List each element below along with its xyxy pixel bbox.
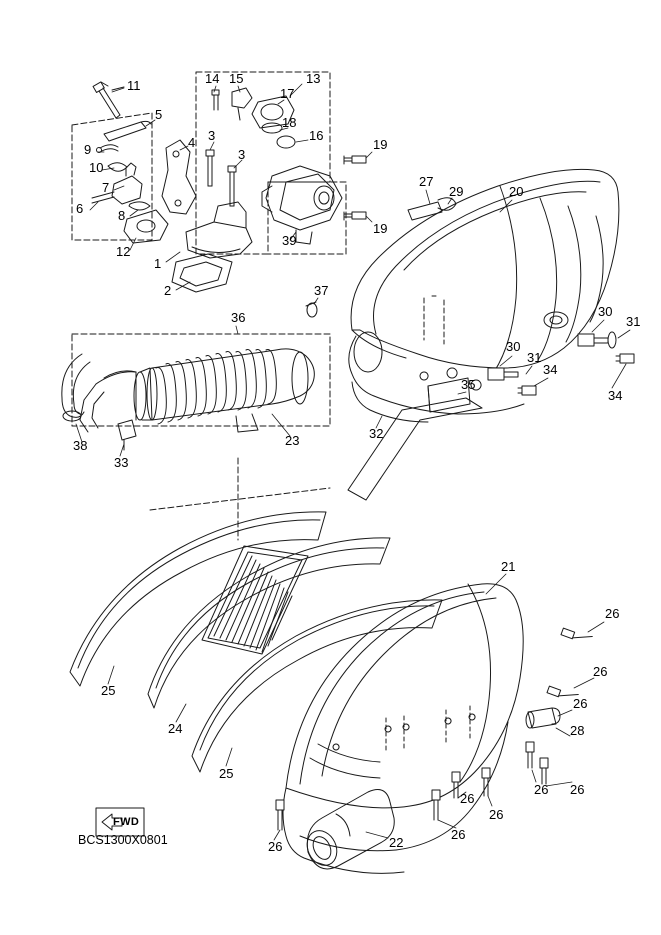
part-36-dashed-box [72, 334, 330, 426]
callout-35: 35 [461, 377, 476, 392]
callout-26-h: 26 [451, 827, 466, 842]
callout-26-g: 26 [460, 791, 475, 806]
callout-3-b: 3 [238, 147, 246, 162]
callout-4: 4 [188, 135, 196, 150]
part-30-bolt-mid [488, 368, 518, 380]
callout-33: 33 [114, 455, 129, 470]
part-34-bolt-right [616, 354, 634, 363]
callout-2: 2 [164, 283, 172, 298]
callout-24: 24 [168, 721, 183, 736]
part-18-cap [262, 123, 282, 133]
diagram-part-code: BCS1300X0801 [78, 833, 168, 847]
part-7-joint [112, 163, 142, 204]
callout-26-c: 26 [573, 696, 588, 711]
callout-34-mid: 34 [543, 362, 558, 377]
callout-26-d: 26 [534, 782, 549, 797]
callout-20: 20 [509, 184, 524, 199]
part-30-bolt-right [578, 334, 608, 346]
callout-19-top: 19 [373, 137, 388, 152]
callout-28: 28 [570, 723, 585, 738]
part-11-bolt [93, 82, 120, 118]
callout-14: 14 [205, 71, 220, 86]
callout-29: 29 [449, 184, 464, 199]
callout-36: 36 [231, 310, 246, 325]
part-4-bracket [162, 140, 196, 214]
part-34-bolt-mid [518, 386, 536, 395]
callout-6: 6 [76, 201, 84, 216]
part-33-clamp [118, 420, 136, 450]
part-21-air-cleaner-cover [283, 584, 523, 874]
callout-10: 10 [89, 160, 104, 175]
part-31-washer-right [608, 332, 616, 348]
part-9-clip [97, 145, 119, 153]
part-8-gasket [129, 202, 150, 210]
callout-15: 15 [229, 71, 244, 86]
callout-18: 18 [282, 115, 297, 130]
part-24-air-filter [148, 538, 390, 708]
callout-5: 5 [155, 107, 163, 122]
callout-30-right: 30 [598, 304, 613, 319]
part-16-oring [277, 136, 295, 148]
callout-38: 38 [73, 438, 88, 453]
part-3-bolt-a [206, 150, 214, 186]
callout-30-mid: 30 [506, 339, 521, 354]
callout-7: 7 [102, 180, 110, 195]
callout-31-right: 31 [626, 314, 641, 329]
part-12-flange [124, 210, 168, 243]
callout-26-a: 26 [605, 606, 620, 621]
callout-32: 32 [369, 426, 384, 441]
callout-25-left: 25 [101, 683, 116, 698]
part-19-bolt-bottom [344, 212, 366, 220]
callout-27: 27 [419, 174, 434, 189]
callout-26-f: 26 [489, 807, 504, 822]
callout-26-i: 26 [268, 839, 283, 854]
part-15-sensor [232, 88, 252, 120]
callout-34-right: 34 [608, 388, 623, 403]
part-2-gasket [172, 254, 232, 292]
part-19-bolt-top [344, 156, 366, 164]
callout-22: 22 [389, 835, 404, 850]
part-23-duct [80, 349, 314, 432]
part-5-pipe [104, 121, 151, 141]
callout-3-a: 3 [208, 128, 216, 143]
part-27-tube [408, 202, 442, 220]
leader-lines [76, 84, 630, 840]
callout-13: 13 [306, 71, 321, 86]
callout-19-bottom: 19 [373, 221, 388, 236]
part-14-screw [212, 90, 219, 110]
part-20-air-cleaner-case [349, 169, 619, 422]
part-32-bracket-bar [348, 398, 482, 500]
part-10-oring [108, 163, 127, 172]
part-22-inlet-duct [302, 790, 395, 871]
part-38-hose-end [62, 354, 90, 421]
part-3-bolt-b [228, 166, 236, 206]
callout-12: 12 [116, 244, 131, 259]
callout-21: 21 [501, 559, 516, 574]
callout-1: 1 [154, 256, 162, 271]
callout-17: 17 [280, 86, 295, 101]
callout-26-b: 26 [593, 664, 608, 679]
callout-39: 39 [282, 233, 297, 248]
part-28-grommet [526, 708, 560, 728]
part-37-clip [306, 302, 317, 317]
fwd-label: FWD [113, 816, 140, 828]
callout-37: 37 [314, 283, 329, 298]
callout-23: 23 [285, 433, 300, 448]
callout-16: 16 [309, 128, 324, 143]
callout-26-e: 26 [570, 782, 585, 797]
callout-25-right: 25 [219, 766, 234, 781]
callout-9: 9 [84, 142, 92, 157]
callout-11: 11 [127, 78, 141, 93]
callout-31-mid: 31 [527, 350, 542, 365]
callout-8: 8 [118, 208, 126, 223]
